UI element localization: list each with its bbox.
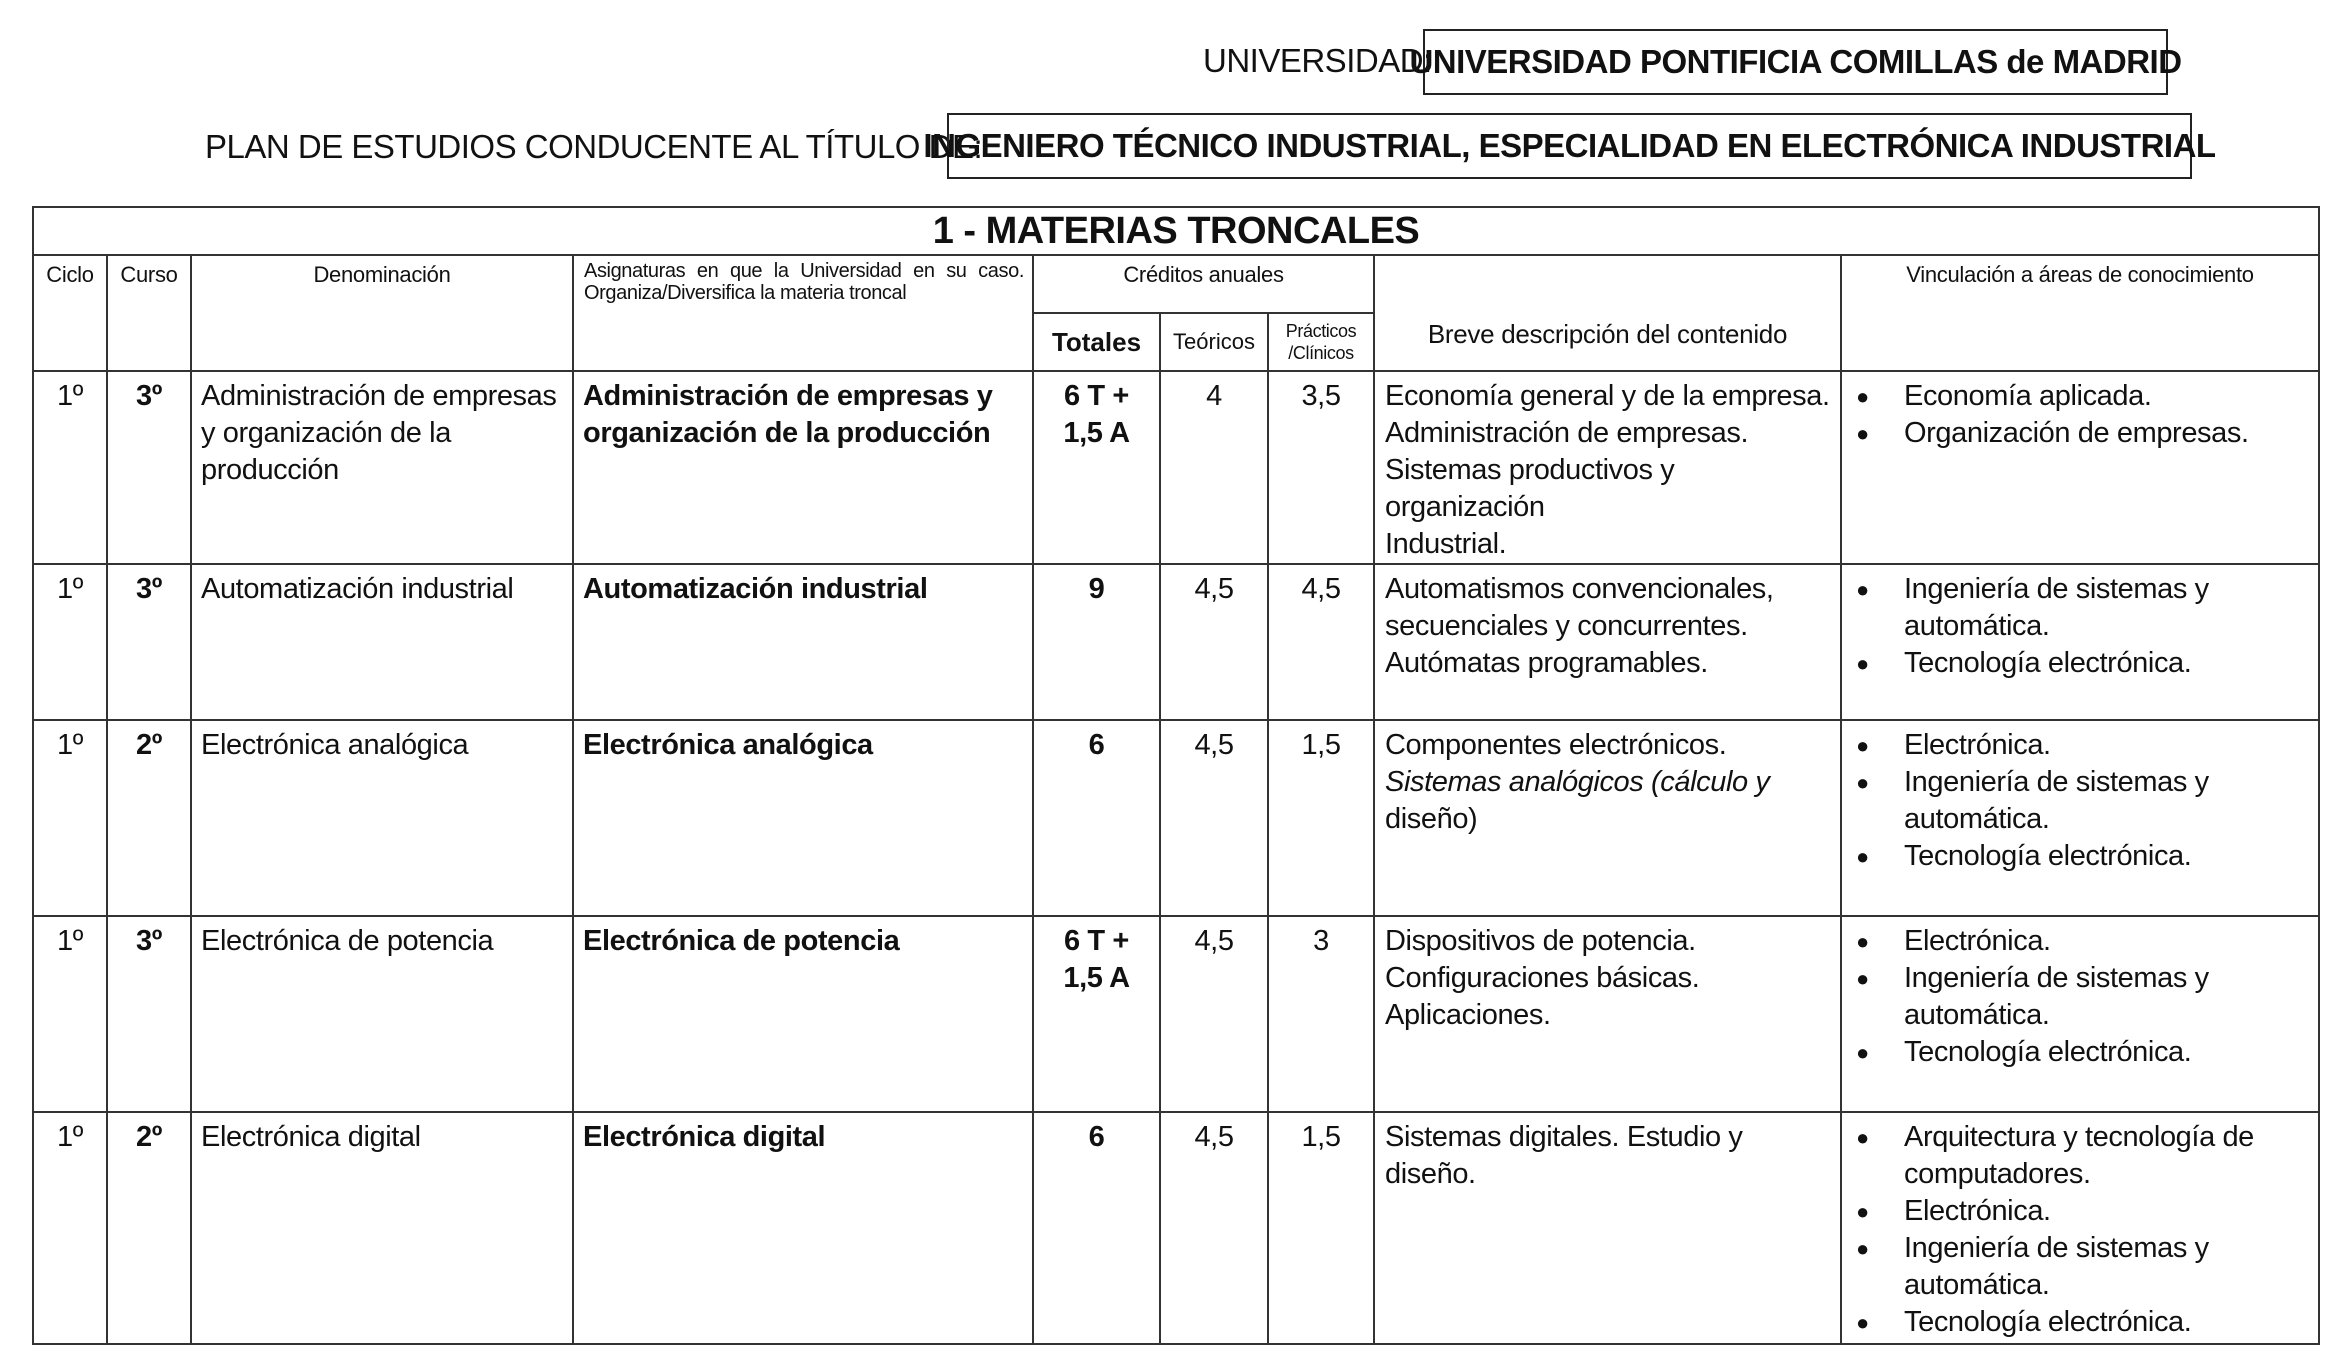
totales-line: 1,5 A [1063,417,1130,449]
denominacion-line: Electrónica analógica [201,729,469,761]
asignatura-line: Electrónica analógica [583,729,873,761]
col-header-creditos: Créditos anuales [1033,255,1374,313]
curso-cell: 3º [107,564,191,720]
area-text-line: Ingeniería de sistemas y [1904,1232,2209,1264]
area-item [1850,838,2318,875]
practicos-cell: 3,5 [1268,371,1374,564]
table-row [33,564,2319,720]
descripcion-cell [1374,564,1841,720]
bullet-icon: ● [1856,1199,1869,1224]
denominacion-cell [191,371,573,564]
area-text [1904,960,2318,1034]
totales-cell [1033,916,1160,1112]
table-row [33,720,2319,916]
area-text [1904,1304,2318,1341]
area-text [1904,378,2318,415]
area-item [1850,378,2318,415]
area-text [1904,1193,2318,1230]
bullet-icon: ● [1856,384,1869,409]
area-text [1904,923,2318,960]
bullet-icon: ● [1856,733,1869,758]
denominacion-line: Electrónica digital [201,1121,421,1153]
asignatura-line: Automatización industrial [583,573,928,605]
descripcion-line: Automatismos convencionales, [1385,573,1774,605]
ciclo-cell: 1º [33,916,107,1112]
denominacion-line: Automatización industrial [201,573,514,605]
denominacion-line: Administración de empresas [201,380,557,412]
descripcion-line: Aplicaciones. [1385,999,1551,1031]
bullet-icon: ● [1856,577,1869,602]
asignatura-cell [573,916,1033,1112]
ciclo-cell: 1º [33,720,107,916]
totales-cell [1033,564,1160,720]
area-text-line: automática. [1904,610,2050,642]
teoricos-cell: 4,5 [1160,720,1268,916]
descripcion-line: Componentes electrónicos. [1385,729,1727,761]
area-text [1904,1230,2318,1304]
bullet-icon: ● [1856,1040,1869,1065]
area-item [1850,764,2318,838]
curso-cell: 3º [107,916,191,1112]
descripcion-line: Autómatas programables. [1385,647,1708,679]
area-text-line: Ingeniería de sistemas y [1904,962,2209,994]
area-item [1850,415,2318,452]
curso-cell: 2º [107,720,191,916]
curso-cell: 2º [107,1112,191,1344]
practicos-cell: 1,5 [1268,720,1374,916]
table-row [33,371,2319,564]
area-text [1904,764,2318,838]
totales-cell [1033,371,1160,564]
area-item [1850,645,2318,682]
area-text-line: Economía aplicada. [1904,380,2152,412]
totales-line: 1,5 A [1063,962,1130,994]
table-row [33,1112,2319,1344]
area-text [1904,645,2318,682]
asignatura-cell [573,371,1033,564]
area-text-line: Ingeniería de sistemas y [1904,573,2209,605]
table-row [33,916,2319,1112]
practicos-cell: 4,5 [1268,564,1374,720]
asignatura-line: organización de la producción [583,417,991,449]
descripcion-line: diseño) [1385,803,1478,835]
bullet-icon: ● [1856,651,1869,676]
totales-cell [1033,1112,1160,1344]
areas-cell [1841,720,2319,916]
asignatura-line: Administración de empresas y [583,380,993,412]
totales-line: 6 T + [1064,380,1129,412]
practicos-cell: 1,5 [1268,1112,1374,1344]
area-text-line: Electrónica. [1904,925,2051,957]
bullet-icon: ● [1856,844,1869,869]
totales-line: 6 [1088,1121,1105,1153]
col-header-practicos [1268,313,1374,371]
descripcion-cell [1374,720,1841,916]
teoricos-cell: 4,5 [1160,1112,1268,1344]
area-text-line: Ingeniería de sistemas y [1904,766,2209,798]
universidad-label: UNIVERSIDAD: [1203,42,1432,79]
table-title: 1 - MATERIAS TRONCALES [33,207,2319,255]
descripcion-line: Configuraciones básicas. [1385,962,1700,994]
area-item [1850,960,2318,1034]
area-text [1904,1034,2318,1071]
col-header-totales: Totales [1033,313,1160,371]
area-text-line: automática. [1904,803,2050,835]
col-header-descripcion: Breve descripción del contenido [1374,255,1841,371]
area-item [1850,571,2318,645]
col-header-practicos-line1: Prácticos [1285,321,1357,341]
descripcion-line: Administración de empresas. [1385,417,1749,449]
col-header-curso: Curso [107,255,191,371]
plan-label: PLAN DE ESTUDIOS CONDUCENTE AL TÍTULO DE: [205,128,983,165]
materias-troncales-table [32,206,2320,1345]
areas-cell [1841,1112,2319,1344]
area-text-line: Tecnología electrónica. [1904,1306,2192,1338]
area-text-line: Electrónica. [1904,729,2051,761]
denominacion-line: producción [201,454,339,486]
descripcion-line: Sistemas productivos y organización [1385,454,1675,523]
descripcion-line: secuenciales y concurrentes. [1385,610,1748,642]
areas-cell [1841,916,2319,1112]
descripcion-cell [1374,371,1841,564]
totales-line: 6 [1088,729,1105,761]
area-item [1850,1230,2318,1304]
col-header-asignaturas: Asignaturas en que la Universidad en su caso. Organiza/Diversifica la materia troncal [573,255,1033,371]
plan-value: INGENIERO TÉCNICO INDUSTRIAL, ESPECIALIDAD EN ELECTRÓNICA INDUSTRIAL [947,113,2192,179]
area-text [1904,571,2318,645]
denominacion-cell [191,916,573,1112]
asignatura-line: Electrónica de potencia [583,925,900,957]
area-text-line: Electrónica. [1904,1195,2051,1227]
descripcion-line: Sistemas analógicos (cálculo y [1385,766,1770,798]
descripcion-line: Sistemas digitales. Estudio y diseño. [1385,1121,1743,1190]
bullet-icon: ● [1856,1236,1869,1261]
asignatura-cell [573,564,1033,720]
area-text-line: computadores. [1904,1158,2091,1190]
bullet-icon: ● [1856,1125,1869,1150]
area-text [1904,727,2318,764]
ciclo-cell: 1º [33,371,107,564]
areas-cell [1841,564,2319,720]
area-text-line: Tecnología electrónica. [1904,647,2192,679]
teoricos-cell: 4,5 [1160,916,1268,1112]
col-header-practicos-line2: /Clínicos [1288,343,1354,363]
area-item [1850,1034,2318,1071]
area-text [1904,415,2318,452]
asignatura-cell [573,1112,1033,1344]
bullet-icon: ● [1856,421,1869,446]
teoricos-cell: 4 [1160,371,1268,564]
area-text-line: Organización de empresas. [1904,417,2249,449]
area-item [1850,1119,2318,1193]
curso-cell: 3º [107,371,191,564]
area-item [1850,923,2318,960]
bullet-icon: ● [1856,966,1869,991]
asignatura-cell [573,720,1033,916]
teoricos-cell: 4,5 [1160,564,1268,720]
descripcion-line: Dispositivos de potencia. [1385,925,1696,957]
ciclo-cell: 1º [33,1112,107,1344]
area-item [1850,1304,2318,1341]
area-item [1850,1193,2318,1230]
practicos-cell: 3 [1268,916,1374,1112]
denominacion-cell [191,720,573,916]
area-text-line: Tecnología electrónica. [1904,840,2192,872]
area-text [1904,838,2318,875]
col-header-vinculacion: Vinculación a áreas de conocimiento [1841,255,2319,371]
col-header-denominacion: Denominación [191,255,573,371]
bullet-icon: ● [1856,929,1869,954]
ciclo-cell: 1º [33,564,107,720]
area-text-line: Arquitectura y tecnología de [1904,1121,2254,1153]
areas-cell [1841,371,2319,564]
denominacion-cell [191,564,573,720]
totales-cell [1033,720,1160,916]
denominacion-line: y organización de la [201,417,451,449]
area-item [1850,727,2318,764]
descripcion-line: Industrial. [1385,528,1507,560]
bullet-icon: ● [1856,770,1869,795]
area-text-line: automática. [1904,1269,2050,1301]
totales-line: 6 T + [1064,925,1129,957]
col-header-ciclo: Ciclo [33,255,107,371]
descripcion-cell [1374,916,1841,1112]
totales-line: 9 [1088,573,1105,605]
denominacion-cell [191,1112,573,1344]
area-text-line: Tecnología electrónica. [1904,1036,2192,1068]
asignatura-line: Electrónica digital [583,1121,826,1153]
col-header-teoricos: Teóricos [1160,313,1268,371]
denominacion-line: Electrónica de potencia [201,925,494,957]
descripcion-line: Economía general y de la empresa. [1385,380,1830,412]
area-text [1904,1119,2318,1193]
descripcion-cell [1374,1112,1841,1344]
bullet-icon: ● [1856,1310,1869,1335]
universidad-value: UNIVERSIDAD PONTIFICIA COMILLAS de MADRID [1423,29,2168,95]
area-text-line: automática. [1904,999,2050,1031]
